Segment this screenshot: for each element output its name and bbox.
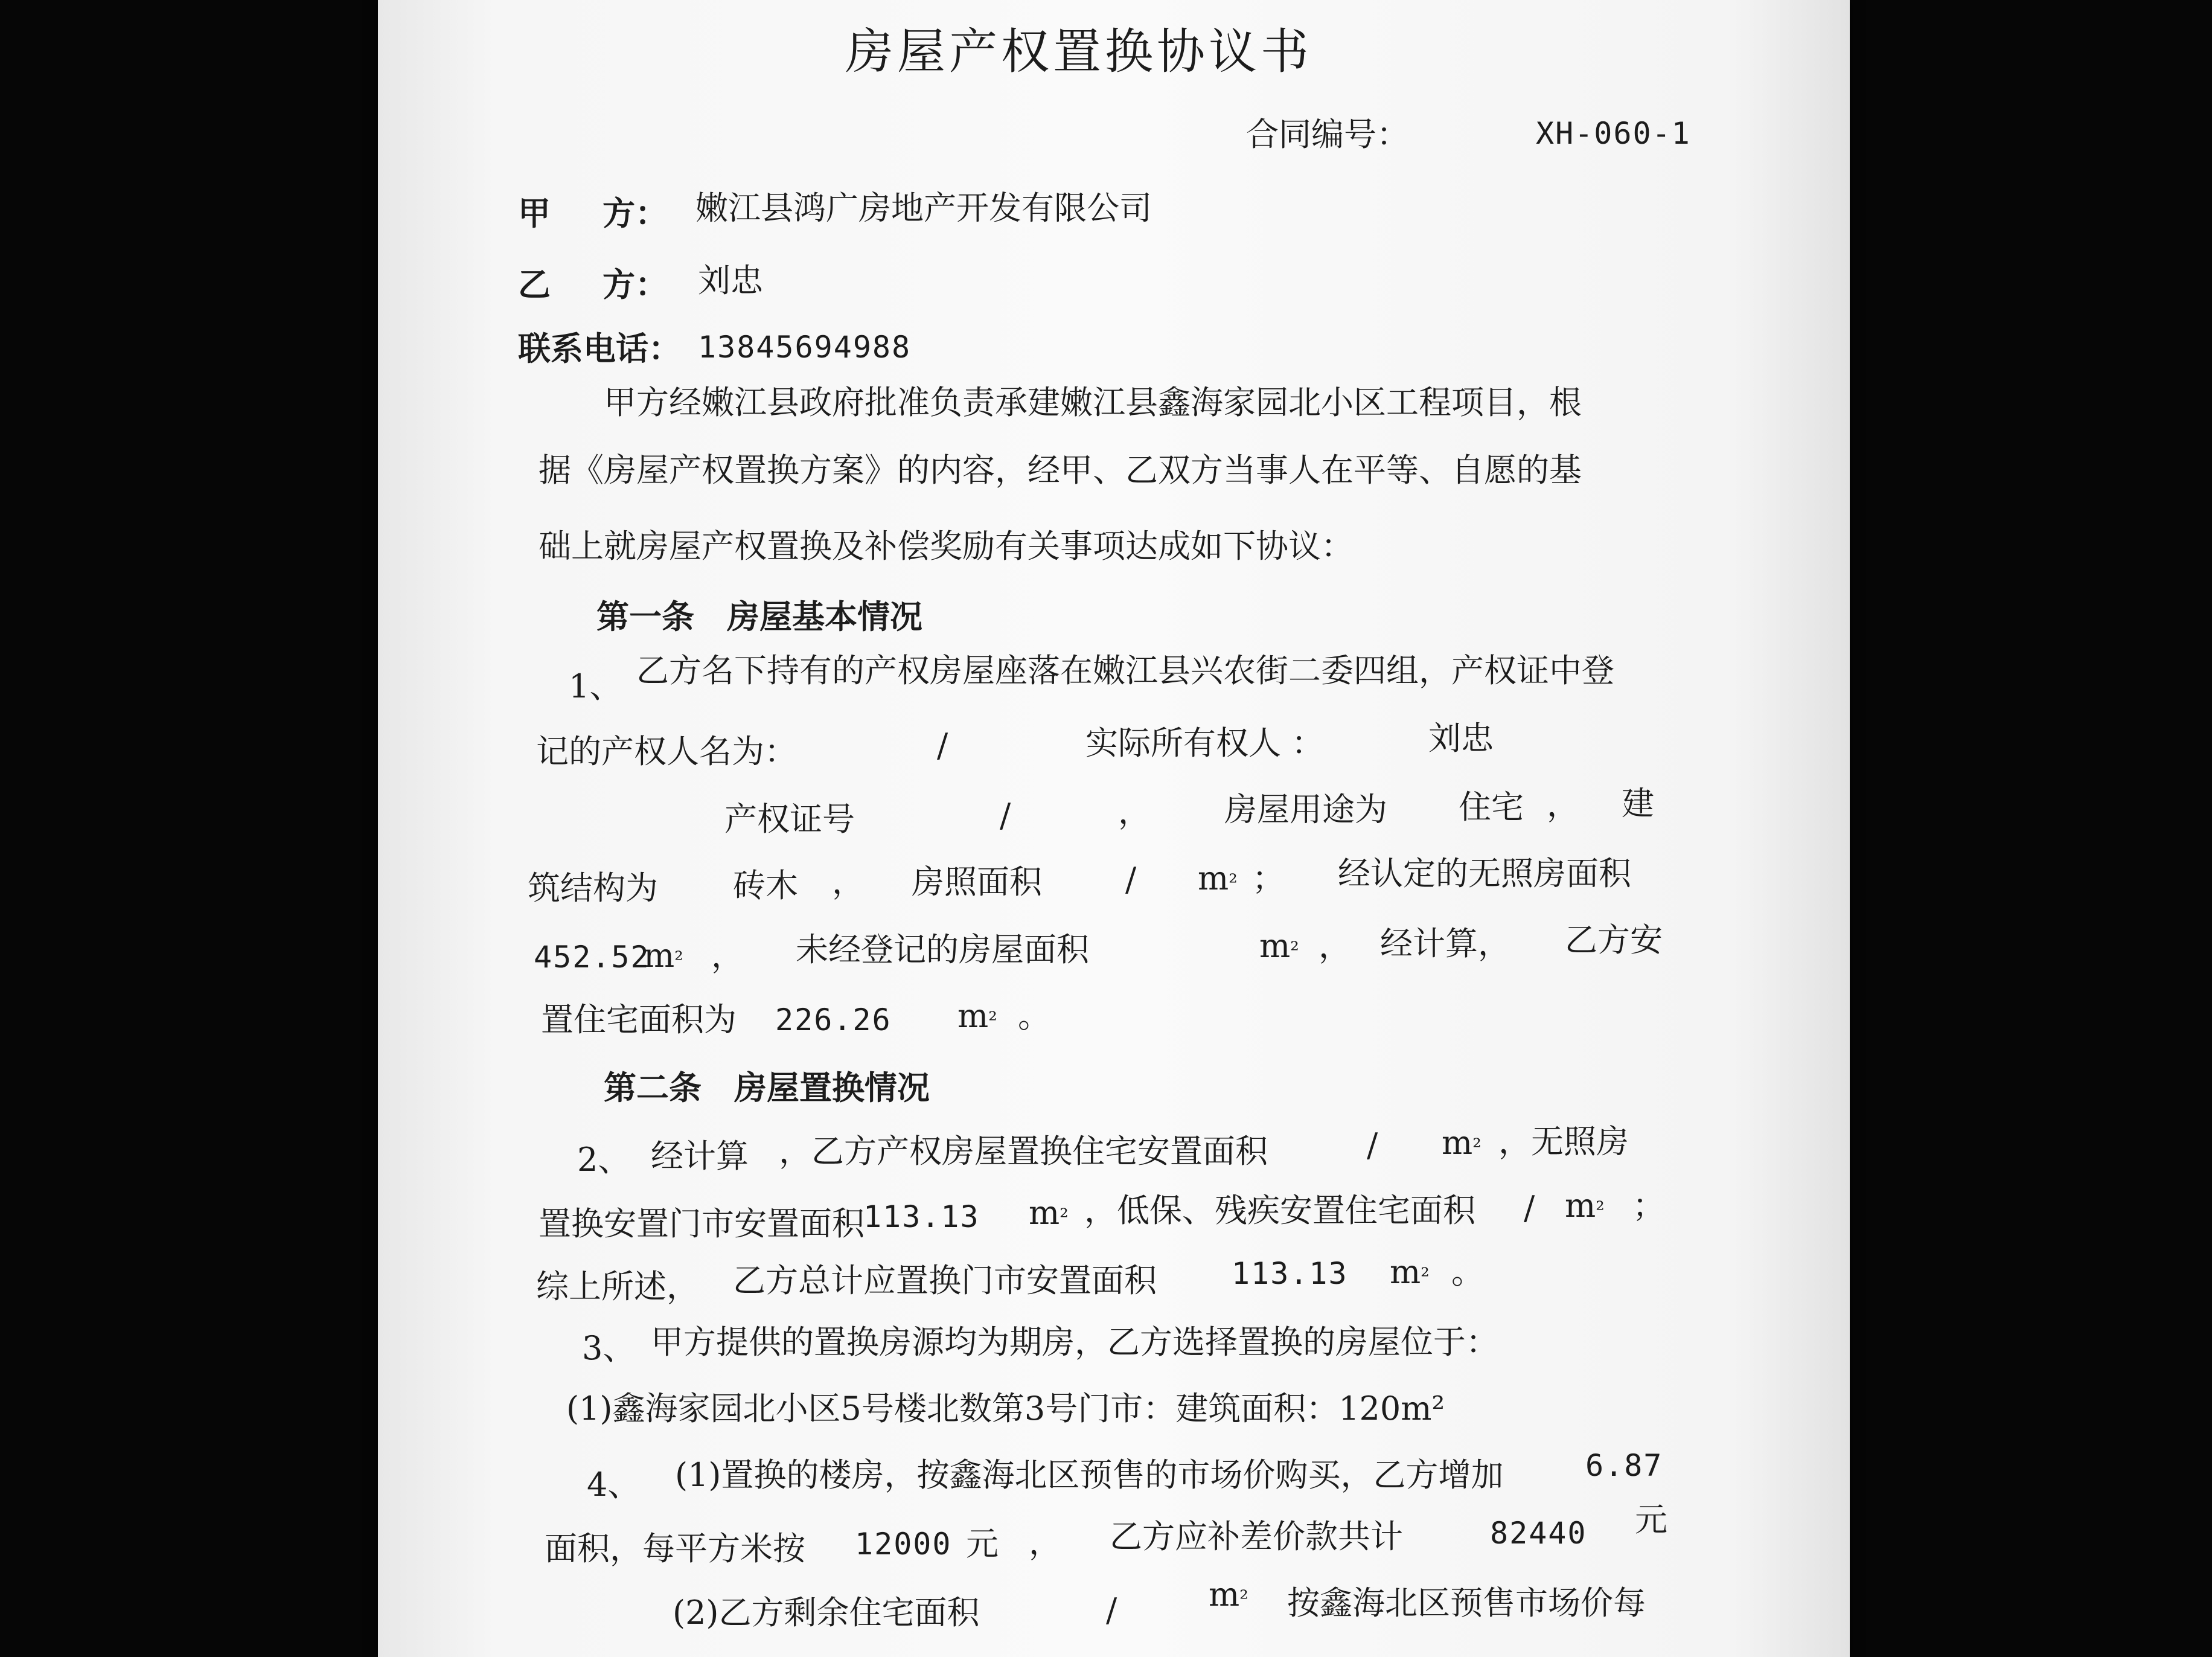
clause-3-number: 3、 <box>582 1329 636 1367</box>
clause-4-difference-label: 乙方应补差价款共计 <box>1110 1518 1403 1556</box>
clause-4-price-comma: ， <box>1029 1524 1061 1562</box>
party-b-label-1: 乙 <box>518 265 551 304</box>
clause-3-line-2: (1)鑫海家园北小区5号楼北数第3号门市：建筑面积：120m² <box>566 1389 1445 1428</box>
contract-number-label: 合同编号： <box>1246 115 1409 153</box>
clause-4-price-unit: 元 <box>966 1525 999 1563</box>
clause-2-line-1-text-2: ，无照房 <box>1498 1123 1629 1161</box>
clause-2-line-1-text: ，乙方产权房屋置换住宅安置面积 <box>779 1132 1268 1170</box>
clause-2-line-2-text: ，低保、残疾安置住宅面积 <box>1084 1191 1475 1229</box>
party-b-value: 刘忠 <box>698 261 763 300</box>
party-b-label-2: 方： <box>603 265 668 304</box>
clause-2-housing-unit: m² <box>1442 1124 1482 1162</box>
clause-2-lowincome-unit: m² <box>1565 1187 1605 1225</box>
clause-1-housing-area-value: 226.26 <box>775 1002 892 1037</box>
clause-1-housing-area-unit: m² <box>957 997 997 1035</box>
phone-value: 13845694988 <box>698 330 912 365</box>
clause-2-shop-area-label: 置换安置门市安置面积 <box>539 1205 865 1243</box>
phone-label: 联系电话： <box>518 329 681 368</box>
clause-4-remaining-value: / <box>1106 1591 1117 1629</box>
preamble-line-3: 础上就房屋产权置换及补偿奖励有关事项达成如下协议： <box>539 527 1354 565</box>
clause-1-structure-value: 砖木 <box>733 867 798 905</box>
clause-1-deed-area-label: 房照面积 <box>912 863 1042 901</box>
clause-1-structure-comma: ， <box>832 863 865 901</box>
clause-2-summary-unit: m² <box>1390 1253 1430 1291</box>
clause-1-use-label: 房屋用途为 <box>1224 790 1387 828</box>
clause-4-line-1: (1)置换的楼房，按鑫海北区预售的市场价购买，乙方增加 <box>675 1456 1504 1494</box>
clause-1-use-value: 住宅 <box>1459 788 1524 826</box>
clause-1-unlicensed-unit: m² <box>644 937 683 975</box>
clause-1-cert-comma: ， <box>1118 793 1151 831</box>
clause-1-line-3-end: 建 <box>1622 784 1654 822</box>
clause-2-shop-area-value: 113.13 <box>863 1199 980 1234</box>
clause-2-summary-text: 乙方总计应置换门市安置面积 <box>733 1261 1157 1300</box>
preamble-line-2: 据《房屋产权置换方案》的内容，经甲、乙双方当事人在平等、自愿的基 <box>539 451 1582 489</box>
clause-1-owner-value: / <box>937 726 948 764</box>
document-title: 房屋产权置换协议书 <box>845 24 1312 80</box>
clause-1-unlicensed-label: 经认定的无照房面积 <box>1338 854 1631 893</box>
clause-1-unregistered-label: 未经登记的房屋面积 <box>796 931 1089 969</box>
clause-1-period: 。 <box>1018 997 1050 1035</box>
clause-2-summary-value: 113.13 <box>1232 1256 1348 1291</box>
contract-paper <box>378 0 1850 1657</box>
clause-1-actual-owner-label: 实际所有权人 ： <box>1085 724 1325 762</box>
clause-1-unlicensed-value: 452.52 <box>534 940 650 975</box>
clause-1-cert-value: / <box>1000 796 1011 835</box>
section-1-heading: 第一条 房屋基本情况 <box>596 597 922 636</box>
preamble-line-1: 甲方经嫩江县政府批准负责承建嫩江县鑫海家园北小区工程项目，根 <box>604 383 1582 421</box>
party-a-value: 嫩江县鸿广房地产开发有限公司 <box>695 189 1152 227</box>
section-2-heading: 第二条 房屋置换情况 <box>604 1068 930 1107</box>
clause-4-difference-value: 82440 <box>1490 1516 1587 1551</box>
clause-4-difference-unit: 元 <box>1635 1501 1667 1539</box>
clause-1-deed-area-unit: m² <box>1198 859 1238 897</box>
clause-2-period: 。 <box>1451 1253 1484 1291</box>
clause-4-remaining-label: (2)乙方剩余住宅面积 <box>673 1594 980 1632</box>
clause-4-price-label: 面积，每平方米按 <box>545 1530 805 1568</box>
clause-1-calc-label: 经计算， <box>1380 925 1510 963</box>
clause-1-housing-area-label: 置住宅面积为 <box>541 1001 737 1039</box>
party-a-label-2: 方： <box>603 194 668 232</box>
clause-1-use-comma: ， <box>1547 786 1579 824</box>
clause-2-number: 2、 <box>577 1141 631 1179</box>
clause-1-party-b-label: 乙方安 <box>1565 921 1663 959</box>
clause-2-housing-value: / <box>1367 1126 1378 1164</box>
clause-2-summary-label: 综上所述， <box>536 1268 699 1306</box>
clause-1-deed-area-value: / <box>1125 861 1137 899</box>
clause-1-cert-label: 产权证号 <box>724 800 855 838</box>
clause-2-lowincome-value: / <box>1524 1189 1535 1227</box>
clause-2-shop-area-unit: m² <box>1029 1194 1069 1232</box>
clause-3-line-1: 甲方提供的置换房源均为期房，乙方选择置换的房屋位于： <box>651 1323 1498 1361</box>
clause-1-actual-owner-value: 刘忠 <box>1428 719 1494 757</box>
clause-1-semicolon: ； <box>1252 859 1285 897</box>
contract-number-value: XH-060-1 <box>1536 116 1691 151</box>
clause-4-extra-area-value: 6.87 <box>1585 1448 1663 1483</box>
clause-4-remaining-text: 按鑫海北区预售市场价每 <box>1287 1584 1646 1622</box>
clause-4-number: 4、 <box>587 1466 641 1504</box>
clause-1-structure-label: 筑结构为 <box>528 869 658 907</box>
clause-4-remaining-unit: m² <box>1209 1575 1248 1614</box>
clause-1-number: 1、 <box>569 667 622 705</box>
clause-1-unlicensed-comma: ， <box>711 937 744 975</box>
clause-4-price-value: 12000 <box>855 1527 952 1562</box>
clause-2-semicolon: ； <box>1632 1187 1665 1225</box>
clause-1-line-1: 乙方名下持有的产权房屋座落在嫩江县兴农街二委四组，产权证中登 <box>636 652 1614 690</box>
clause-2-calc-label: 经计算 <box>651 1137 749 1175</box>
party-a-label-1: 甲 <box>518 194 551 232</box>
clause-1-unregistered-comma: ， <box>1319 927 1351 965</box>
clause-1-unregistered-unit: m² <box>1259 927 1299 965</box>
clause-1-owner-label: 记的产权人名为： <box>536 732 797 771</box>
